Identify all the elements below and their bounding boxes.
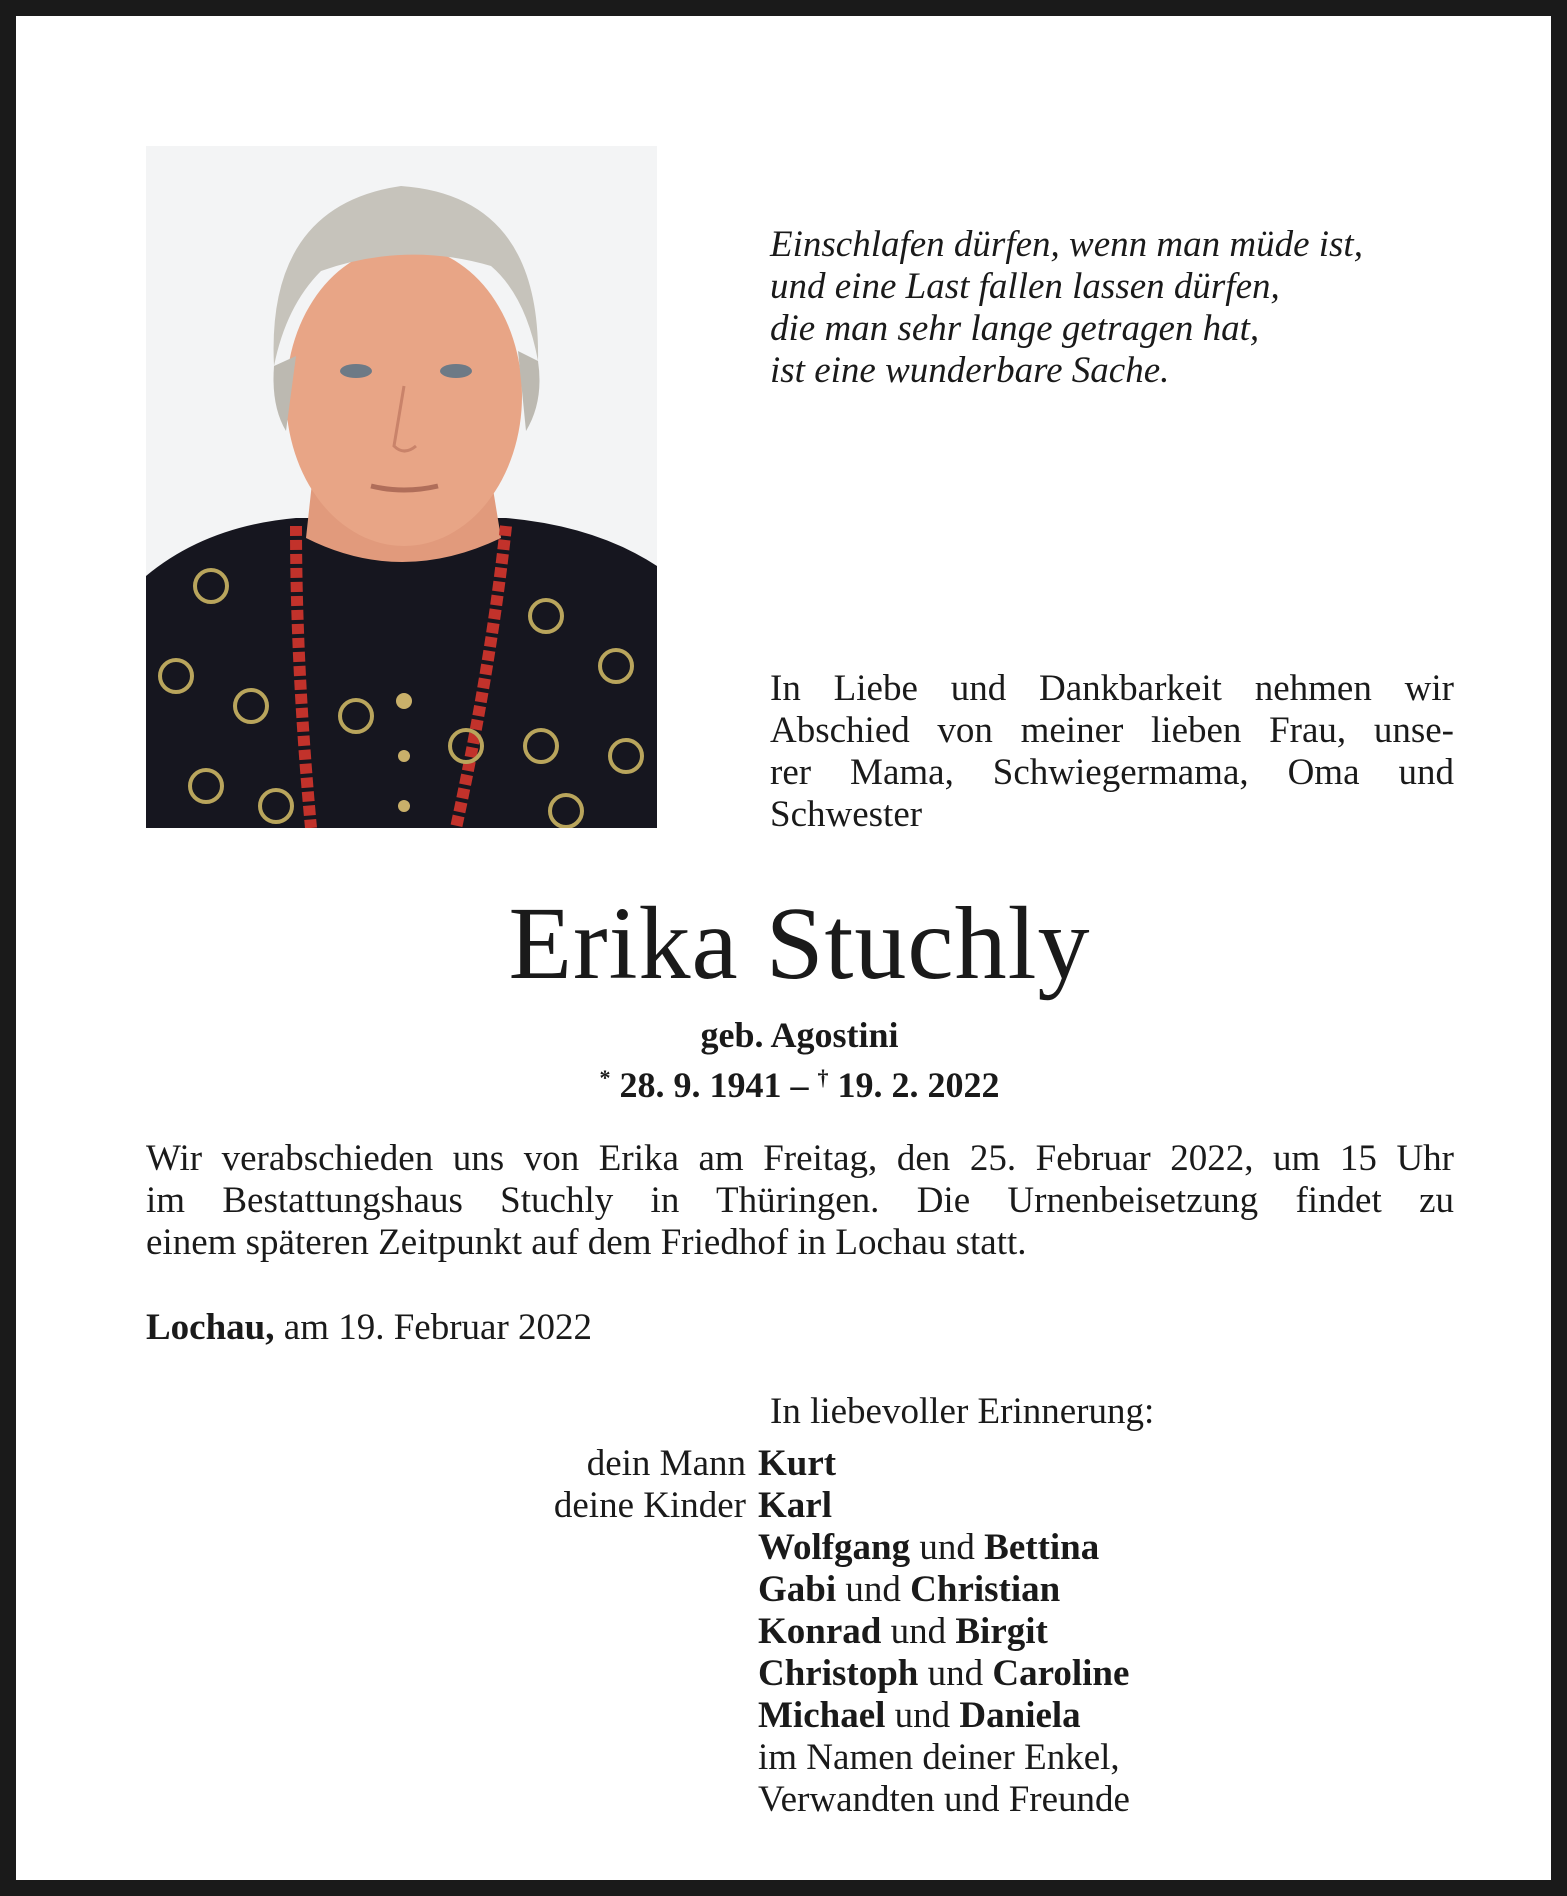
birth-symbol: * bbox=[599, 1065, 611, 1090]
poem-line: ist eine wunderbare Sache. bbox=[770, 350, 1170, 391]
child-name: Michael bbox=[758, 1695, 886, 1736]
husband-name: Kurt bbox=[758, 1443, 837, 1484]
death-date: 19. 2. 2022 bbox=[837, 1065, 1000, 1105]
children-role: deine Kinder bbox=[553, 1485, 746, 1526]
date-separator: – bbox=[781, 1065, 818, 1105]
birth-date: 28. 9. 1941 bbox=[619, 1065, 782, 1105]
poem-line: und eine Last fallen lassen dürfen, bbox=[770, 266, 1280, 307]
intro-line: In Liebe und Dankbarkeit nehmen wir bbox=[770, 668, 1454, 709]
partner-name: Daniela bbox=[959, 1695, 1081, 1736]
connector: und bbox=[910, 1527, 985, 1568]
family-row bbox=[316, 1443, 1516, 1485]
family-row bbox=[316, 1611, 1516, 1653]
child-name: Christoph bbox=[758, 1653, 919, 1694]
death-symbol: † bbox=[817, 1065, 829, 1090]
service-line: einem späteren Zeitpunkt auf dem Friedhof in Lochau statt. bbox=[146, 1222, 1027, 1263]
intro-line: rer Mama, Schwiegermama, Oma und bbox=[770, 752, 1454, 793]
connector: und bbox=[918, 1653, 993, 1694]
maiden-name: geb. Agostini bbox=[700, 1015, 899, 1055]
family-row bbox=[316, 1527, 1516, 1569]
memory-heading: In liebevoller Erinnerung: bbox=[770, 1391, 1155, 1432]
poem-line: Einschlafen dürfen, wenn man müde ist, bbox=[770, 224, 1363, 265]
partner-name: Bettina bbox=[984, 1527, 1100, 1568]
partner-name: Christian bbox=[910, 1569, 1061, 1610]
family-row bbox=[316, 1653, 1516, 1695]
child-name: Wolfgang bbox=[758, 1527, 911, 1568]
partner-name: Birgit bbox=[955, 1611, 1048, 1652]
closing-line: im Namen deiner Enkel, bbox=[758, 1737, 1120, 1778]
family-list bbox=[316, 1443, 1516, 1821]
family-row bbox=[316, 1779, 1516, 1821]
family-row bbox=[316, 1695, 1516, 1737]
poem bbox=[770, 224, 1490, 392]
portrait-illustration bbox=[146, 146, 657, 828]
intro-text bbox=[770, 668, 1454, 836]
intro-line: Abschied von meiner lieben Frau, unse- bbox=[770, 710, 1454, 751]
place-date: am 19. Februar 2022 bbox=[274, 1307, 593, 1348]
connector: und bbox=[881, 1611, 956, 1652]
closing-line: Verwandten und Freunde bbox=[758, 1779, 1130, 1820]
family-row bbox=[316, 1485, 1516, 1527]
partner-name: Caroline bbox=[992, 1653, 1130, 1694]
deceased-name: Erika Stuchly bbox=[508, 886, 1091, 1001]
family-row bbox=[316, 1737, 1516, 1779]
child-name: Gabi bbox=[758, 1569, 837, 1610]
poem-line: die man sehr lange getragen hat, bbox=[770, 308, 1260, 349]
service-announcement bbox=[146, 1138, 1454, 1264]
connector: und bbox=[836, 1569, 911, 1610]
family-row bbox=[316, 1569, 1516, 1611]
place-city: Lochau, bbox=[146, 1307, 275, 1348]
service-line: Wir verabschieden uns von Erika am Freitag, den 25. Februar 2022, um 15 Uhr bbox=[146, 1138, 1454, 1179]
connector: und bbox=[885, 1695, 960, 1736]
child-name: Konrad bbox=[758, 1611, 882, 1652]
portrait-photo bbox=[146, 146, 657, 828]
life-dates bbox=[16, 1056, 1567, 1107]
place-and-date bbox=[146, 1307, 592, 1349]
intro-line: Schwester bbox=[770, 794, 923, 835]
child-name: Karl bbox=[758, 1485, 832, 1526]
service-line: im Bestattungshaus Stuchly in Thüringen. Die Urnenbeisetzung findet zu bbox=[146, 1180, 1454, 1221]
husband-role: dein Mann bbox=[586, 1443, 746, 1484]
